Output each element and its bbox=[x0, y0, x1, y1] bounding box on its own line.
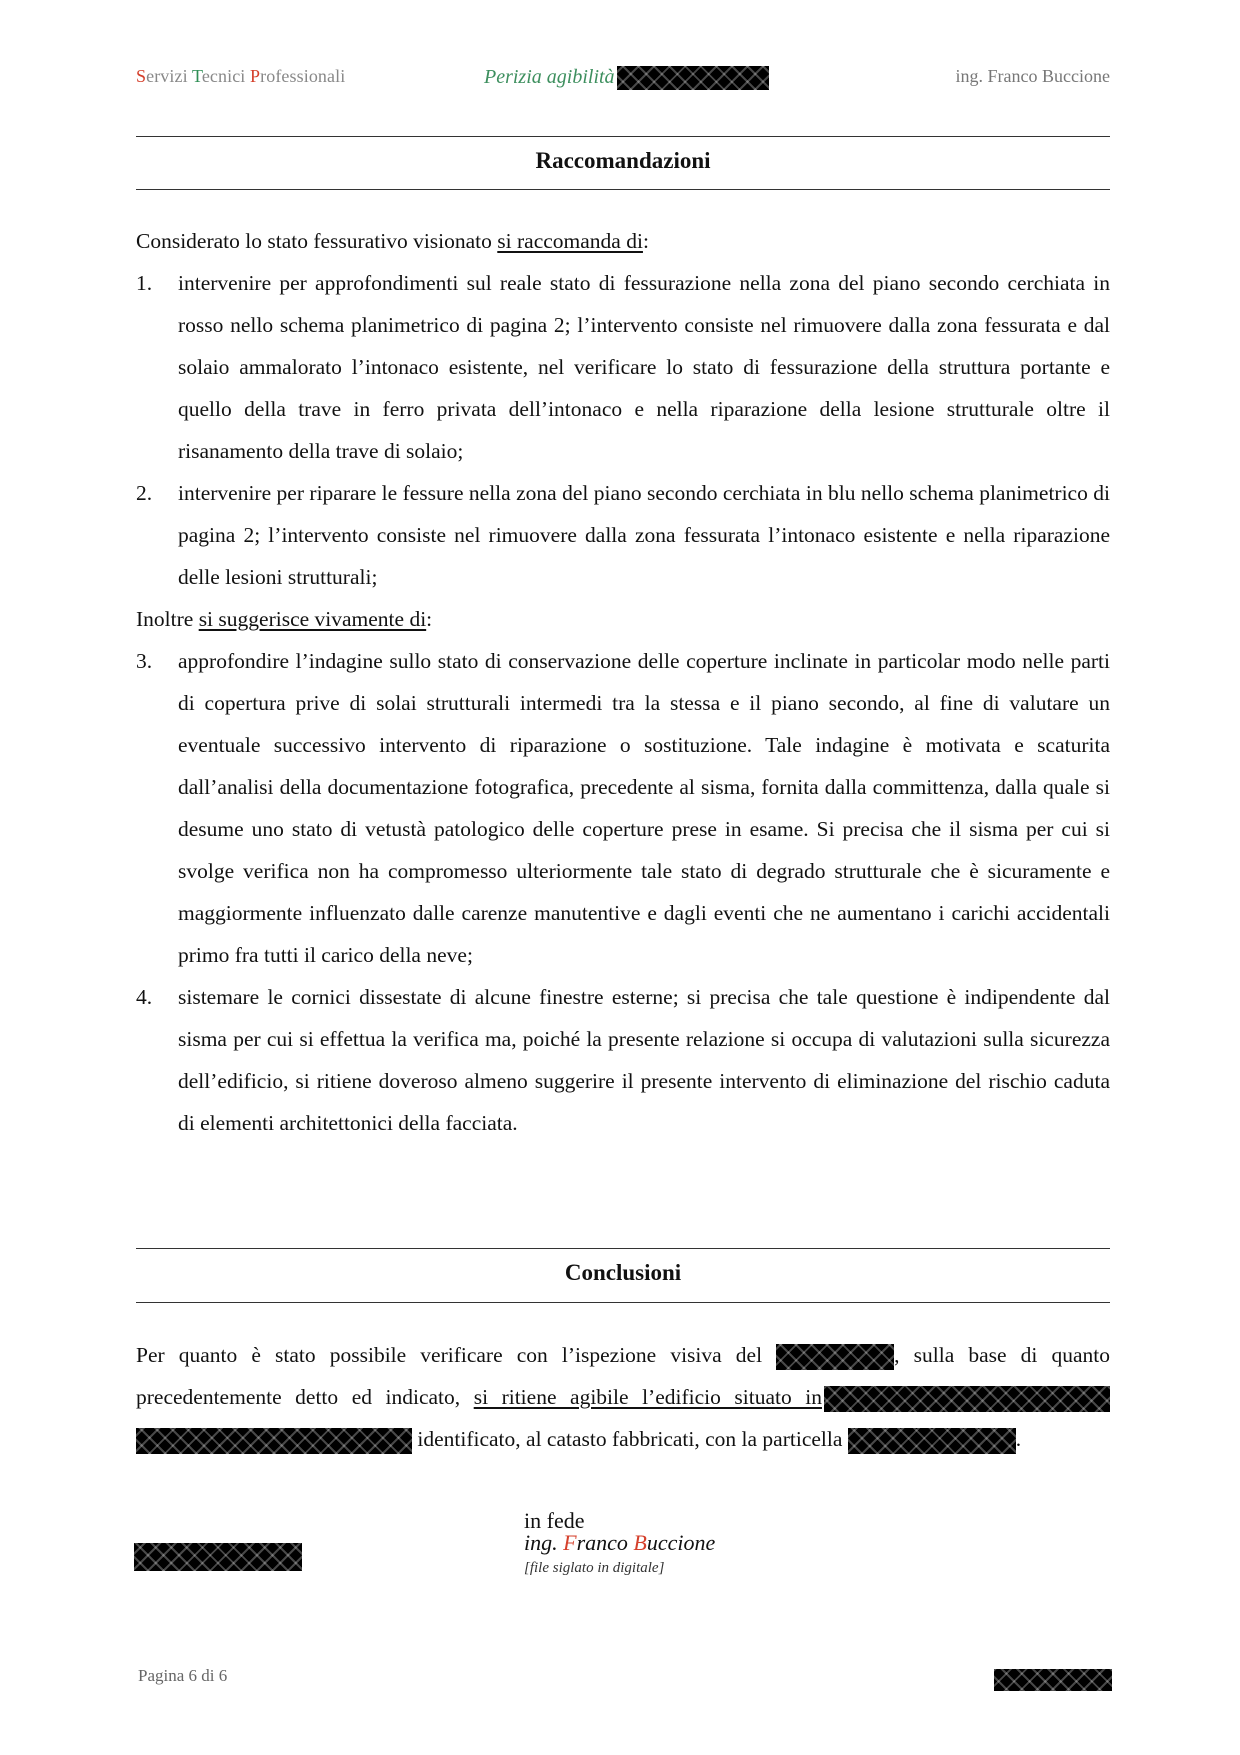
section-rule-top bbox=[136, 1248, 1110, 1249]
redacted-block bbox=[776, 1344, 894, 1370]
list-number: 3. bbox=[136, 649, 153, 673]
conclusion-text: identificato, al catasto fabbricati, con la particella bbox=[412, 1427, 848, 1451]
list-item-text: intervenire per riparare le fessure nella zona del piano secondo cerchiata in blu nello schema planimetrico di pagina 2; l’intervento consiste nel rimuovere dalla zona fessurata l’intonaco esistente e nella riparazione delle lesioni strutturali; bbox=[178, 481, 1110, 589]
page-number: Pagina 6 di 6 bbox=[138, 1666, 228, 1685]
section-title-conclusioni: Conclusioni bbox=[564, 1260, 682, 1285]
name-prefix: ing. bbox=[524, 1530, 564, 1555]
intro-text: Considerato lo stato fessurativo visionato bbox=[136, 229, 498, 253]
conclusion-underlined: si ritiene agibile l’edificio situato in bbox=[473, 1385, 822, 1409]
name-part: ranco bbox=[576, 1530, 634, 1555]
intro-colon: : bbox=[642, 229, 649, 253]
signature-block bbox=[524, 1508, 715, 1577]
list-item bbox=[136, 262, 1110, 472]
suggestions-intro bbox=[136, 598, 1110, 640]
name-part: uccione bbox=[646, 1530, 716, 1555]
list-item-text: sistemare le cornici dissestate di alcune finestre esterne; si precisa che tale questione è indipendente dal sisma per cui si effettua la verifica ma, poiché la presente relazione si occupa di valutazioni sulla sicurezza dell’edificio, si ritiene doveroso almeno suggerire il presente intervento di eliminazione del rischio caduta di elementi architettonici della facciata. bbox=[178, 985, 1110, 1135]
middle-text: Inoltre bbox=[136, 607, 199, 631]
recommendation-list bbox=[136, 262, 1110, 598]
list-number: 2. bbox=[136, 481, 153, 505]
name-initial-b: B bbox=[633, 1530, 647, 1555]
redacted-footer bbox=[994, 1669, 1112, 1691]
page-header bbox=[136, 66, 1110, 96]
redacted-block bbox=[617, 66, 769, 90]
redacted-place-date bbox=[134, 1543, 302, 1571]
redacted-block bbox=[848, 1428, 1016, 1454]
brand-word-2: ecnici bbox=[201, 66, 250, 86]
conclusion-period: . bbox=[1015, 1427, 1022, 1451]
document-title bbox=[484, 66, 769, 90]
brand-name bbox=[136, 66, 345, 87]
closing-text: in fede bbox=[524, 1508, 585, 1533]
section-rule-bottom bbox=[136, 189, 1110, 190]
header-author: ing. Franco Buccione bbox=[955, 66, 1110, 86]
brand-initial-s: S bbox=[136, 66, 147, 86]
brand-initial-t: T bbox=[191, 66, 202, 86]
list-item-text: approfondire l’indagine sullo stato di conservazione delle coperture inclinate in particolar modo nelle parti di copertura prive di solai strutturali intermedi tra la stessa e il piano secondo, al fine di valutare un eventuale successivo intervento di riparazione o sostituzione. Tale indagine è motivata e scaturita dall’analisi della documentazione fotografica, precedente al sisma, fornita dalla committenza, dalla quale si desume uno stato di vetustà patologico delle coperture prese in esame. Si precisa che il sisma per cui si svolge verifica non ha compromesso ulteriormente tale stato di degrado strutturale che è sicuramente e maggiormente influenzato dalle carenze manutentive e dagli eventi che ne aumentano i carichi accidentali primo fra tutti il carico della neve; bbox=[178, 649, 1110, 967]
section-rule-bottom bbox=[136, 1302, 1110, 1303]
signature-name bbox=[524, 1530, 715, 1556]
list-item bbox=[136, 640, 1110, 976]
brand-word-3: rofessionali bbox=[260, 66, 346, 86]
list-item-text: intervenire per approfondimenti sul reale stato di fessurazione nella zona del piano secondo cerchiata in rosso nello schema planimetrico di pagina 2; l’intervento consiste nel rimuovere dalla zona fessurata e dal solaio ammalorato l’intonaco esistente, nel verificare lo stato di fessurazione della struttura portante e quello della trave in ferro privata dell’intonaco e nella riparazione della lesione strutturale oltre il risanamento della trave di solaio; bbox=[178, 271, 1110, 463]
redacted-block bbox=[136, 1428, 412, 1454]
list-number: 4. bbox=[136, 985, 153, 1009]
list-item bbox=[136, 472, 1110, 598]
brand-word-1: ervizi bbox=[146, 66, 192, 86]
signature-note: [file siglato in digitale] bbox=[524, 1560, 665, 1576]
middle-colon: : bbox=[426, 607, 433, 631]
middle-underlined: si suggerisce vivamente di bbox=[198, 607, 427, 631]
recommendations-body bbox=[136, 220, 1110, 1144]
recommendations-intro bbox=[136, 220, 1110, 262]
conclusions-paragraph bbox=[136, 1334, 1110, 1460]
section-title-raccomandazioni: Raccomandazioni bbox=[535, 148, 711, 173]
conclusion-text: , sulla base di quanto precedentemente detto ed indicato, bbox=[136, 1343, 1110, 1409]
name-initial-f: F bbox=[563, 1530, 577, 1555]
suggestion-list bbox=[136, 640, 1110, 1144]
section-rule-top bbox=[136, 136, 1110, 137]
intro-underlined: si raccomanda di bbox=[497, 229, 643, 253]
document-title-text: Perizia agibilità bbox=[484, 66, 615, 88]
brand-initial-p: P bbox=[250, 66, 261, 86]
list-number: 1. bbox=[136, 271, 153, 295]
conclusions-body bbox=[136, 1334, 1110, 1460]
list-item bbox=[136, 976, 1110, 1144]
redacted-block bbox=[824, 1386, 1110, 1412]
conclusion-text: Per quanto è stato possibile verificare con l’ispezione visiva del bbox=[136, 1343, 777, 1367]
